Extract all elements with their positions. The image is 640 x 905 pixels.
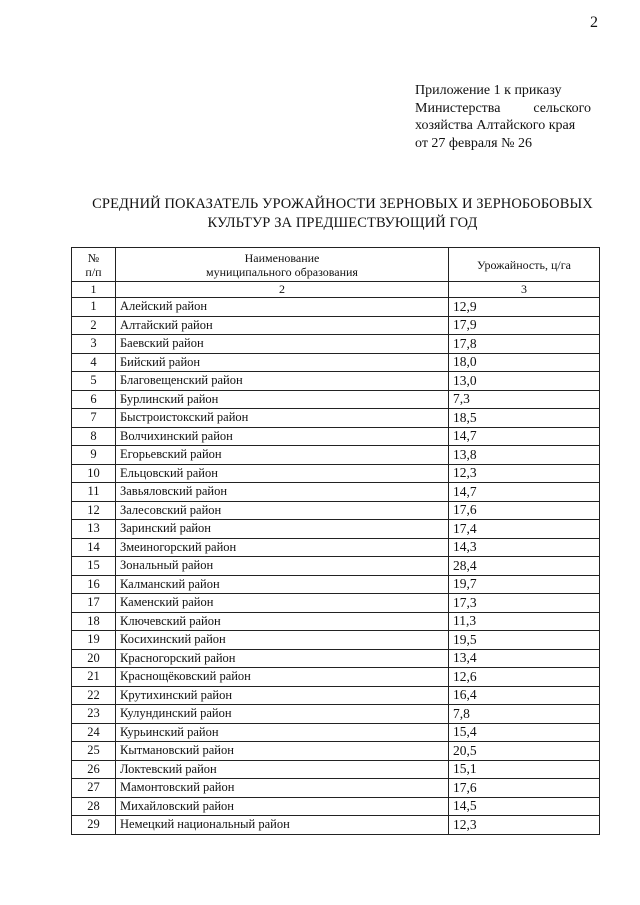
row-yield-value: 17,3 — [449, 594, 600, 613]
row-yield-value: 15,4 — [449, 723, 600, 742]
row-yield-value: 20,5 — [449, 742, 600, 761]
row-number: 12 — [72, 501, 116, 520]
row-number: 15 — [72, 557, 116, 576]
table-row — [72, 816, 600, 835]
row-district-name: Волчихинский район — [116, 427, 449, 446]
appendix-line-2-left: Министерства — [415, 100, 501, 116]
row-district-name: Курьинский район — [116, 723, 449, 742]
row-district-name: Мамонтовский район — [116, 779, 449, 798]
row-number: 3 — [72, 335, 116, 354]
row-number: 14 — [72, 538, 116, 557]
appendix-line-4: от 27 февраля № 26 — [415, 135, 532, 151]
appendix-line-2-right: сельского — [533, 100, 591, 116]
column-index-1: 1 — [72, 282, 116, 298]
table-row — [72, 779, 600, 798]
row-yield-value: 12,3 — [449, 464, 600, 483]
row-yield-value: 14,7 — [449, 427, 600, 446]
table-row — [72, 464, 600, 483]
row-yield-value: 17,4 — [449, 520, 600, 539]
yield-table — [71, 247, 600, 835]
table-row — [72, 631, 600, 650]
row-yield-value: 18,0 — [449, 353, 600, 372]
table-row — [72, 797, 600, 816]
row-number: 8 — [72, 427, 116, 446]
row-district-name: Баевский район — [116, 335, 449, 354]
column-index-3: 3 — [449, 282, 600, 298]
table-row — [72, 594, 600, 613]
table-row — [72, 649, 600, 668]
table-row — [72, 557, 600, 576]
row-yield-value: 13,8 — [449, 446, 600, 465]
table-row — [72, 501, 600, 520]
row-yield-value: 7,3 — [449, 390, 600, 409]
row-yield-value: 19,7 — [449, 575, 600, 594]
row-number: 27 — [72, 779, 116, 798]
table-row — [72, 538, 600, 557]
row-number: 16 — [72, 575, 116, 594]
row-number: 25 — [72, 742, 116, 761]
table-row — [72, 723, 600, 742]
table-row — [72, 520, 600, 539]
table-row — [72, 316, 600, 335]
row-yield-value: 12,9 — [449, 298, 600, 317]
row-yield-value: 17,8 — [449, 335, 600, 354]
row-number: 18 — [72, 612, 116, 631]
row-number: 20 — [72, 649, 116, 668]
row-yield-value: 15,1 — [449, 760, 600, 779]
table-row — [72, 335, 600, 354]
table-row — [72, 427, 600, 446]
table-row — [72, 353, 600, 372]
row-number: 21 — [72, 668, 116, 687]
row-number: 6 — [72, 390, 116, 409]
row-district-name: Змеиногорский район — [116, 538, 449, 557]
row-number: 10 — [72, 464, 116, 483]
row-number: 17 — [72, 594, 116, 613]
row-number: 23 — [72, 705, 116, 724]
row-yield-value: 17,9 — [449, 316, 600, 335]
row-number: 28 — [72, 797, 116, 816]
row-district-name: Быстроистокский район — [116, 409, 449, 428]
table-row — [72, 390, 600, 409]
row-district-name: Егорьевский район — [116, 446, 449, 465]
row-district-name: Залесовский район — [116, 501, 449, 520]
row-yield-value: 14,5 — [449, 797, 600, 816]
row-yield-value: 13,0 — [449, 372, 600, 391]
row-yield-value: 12,3 — [449, 816, 600, 835]
row-district-name: Ключевский район — [116, 612, 449, 631]
column-index-2: 2 — [116, 282, 449, 298]
header-number-line-1: № — [87, 250, 100, 265]
row-district-name: Кытмановский район — [116, 742, 449, 761]
row-district-name: Каменский район — [116, 594, 449, 613]
header-name-line-2: муниципального образования — [206, 264, 358, 279]
row-number: 26 — [72, 760, 116, 779]
row-yield-value: 12,6 — [449, 668, 600, 687]
row-district-name: Бурлинский район — [116, 390, 449, 409]
row-yield-value: 28,4 — [449, 557, 600, 576]
row-yield-value: 7,8 — [449, 705, 600, 724]
row-district-name: Красногорский район — [116, 649, 449, 668]
table-row — [72, 668, 600, 687]
row-district-name: Ельцовский район — [116, 464, 449, 483]
row-yield-value: 19,5 — [449, 631, 600, 650]
row-yield-value: 13,4 — [449, 649, 600, 668]
row-district-name: Михайловский район — [116, 797, 449, 816]
row-number: 19 — [72, 631, 116, 650]
row-number: 9 — [72, 446, 116, 465]
appendix-line-3: хозяйства Алтайского края — [415, 118, 576, 133]
row-district-name: Алейский район — [116, 298, 449, 317]
table-row — [72, 483, 600, 502]
row-number: 5 — [72, 372, 116, 391]
row-district-name: Завьяловский район — [116, 483, 449, 502]
row-district-name: Косихинский район — [116, 631, 449, 650]
table-row — [72, 409, 600, 428]
table-row — [72, 705, 600, 724]
header-name — [116, 248, 449, 282]
row-number: 29 — [72, 816, 116, 835]
column-index-row — [72, 282, 600, 298]
table-row — [72, 446, 600, 465]
table-row — [72, 742, 600, 761]
header-value: Урожайность, ц/га — [449, 248, 600, 282]
document-title — [60, 195, 625, 233]
header-number — [72, 248, 116, 282]
row-yield-value: 17,6 — [449, 501, 600, 520]
row-district-name: Зональный район — [116, 557, 449, 576]
row-number: 22 — [72, 686, 116, 705]
appendix-note — [415, 82, 591, 152]
row-district-name: Калманский район — [116, 575, 449, 594]
row-number: 7 — [72, 409, 116, 428]
table-header-row — [72, 248, 600, 282]
row-yield-value: 14,7 — [449, 483, 600, 502]
table-row — [72, 298, 600, 317]
title-line-1: СРЕДНИЙ ПОКАЗАТЕЛЬ УРОЖАЙНОСТИ ЗЕРНОВЫХ И ЗЕРНОБОБОВЫХ — [92, 196, 593, 212]
appendix-line-1: Приложение 1 к приказу — [415, 83, 562, 98]
row-yield-value: 18,5 — [449, 409, 600, 428]
header-number-line-2: п/п — [85, 264, 102, 279]
row-district-name: Заринский район — [116, 520, 449, 539]
table-row — [72, 612, 600, 631]
row-district-name: Алтайский район — [116, 316, 449, 335]
appendix-line-2 — [415, 100, 591, 118]
title-line-2: КУЛЬТУР ЗА ПРЕДШЕСТВУЮЩИЙ ГОД — [207, 215, 478, 231]
row-number: 11 — [72, 483, 116, 502]
row-number: 1 — [72, 298, 116, 317]
header-name-line-1: Наименование — [244, 250, 320, 265]
row-number: 4 — [72, 353, 116, 372]
row-number: 13 — [72, 520, 116, 539]
row-yield-value: 14,3 — [449, 538, 600, 557]
row-district-name: Крутихинский район — [116, 686, 449, 705]
row-district-name: Локтевский район — [116, 760, 449, 779]
row-number: 2 — [72, 316, 116, 335]
table-row — [72, 372, 600, 391]
table-row — [72, 686, 600, 705]
page-number: 2 — [590, 14, 598, 31]
row-district-name: Немецкий национальный район — [116, 816, 449, 835]
row-yield-value: 17,6 — [449, 779, 600, 798]
row-yield-value: 16,4 — [449, 686, 600, 705]
table-row — [72, 760, 600, 779]
row-district-name: Кулундинский район — [116, 705, 449, 724]
row-district-name: Бийский район — [116, 353, 449, 372]
table-row — [72, 575, 600, 594]
row-district-name: Краснощёковский район — [116, 668, 449, 687]
row-district-name: Благовещенский район — [116, 372, 449, 391]
row-yield-value: 11,3 — [449, 612, 600, 631]
row-number: 24 — [72, 723, 116, 742]
